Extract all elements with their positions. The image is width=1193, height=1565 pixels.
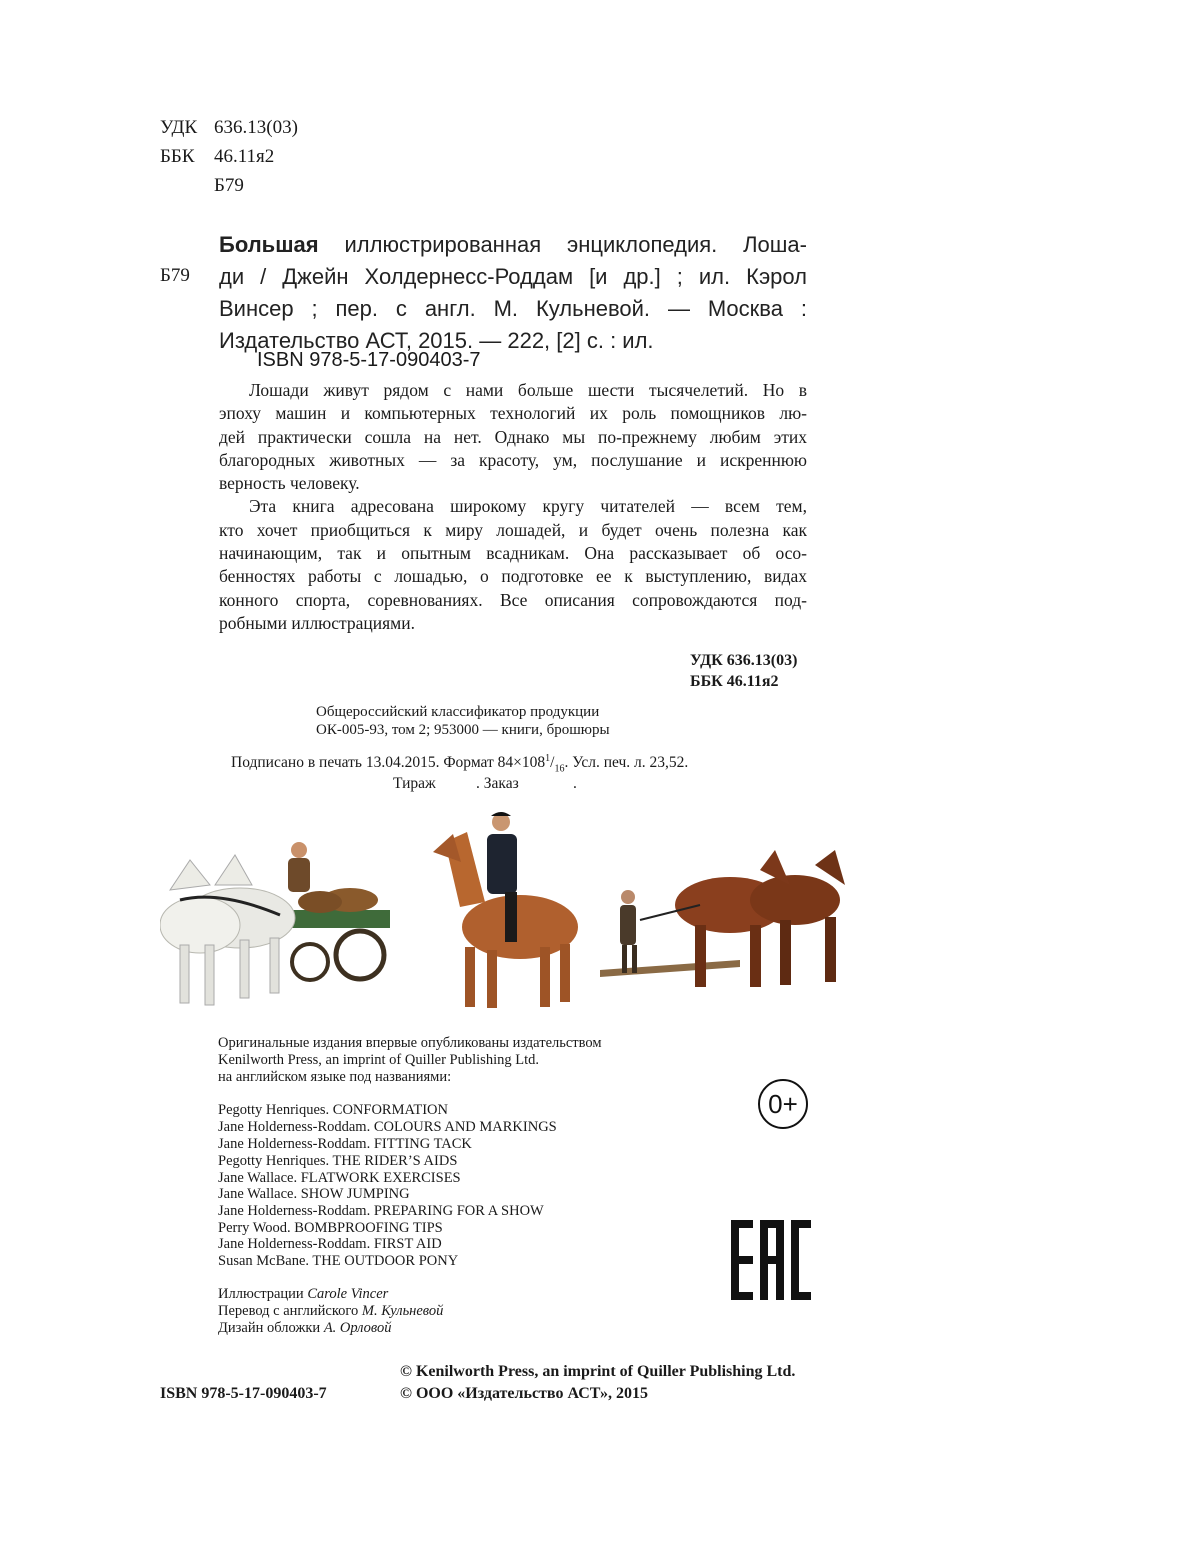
- ploughman: [620, 905, 636, 945]
- classifier-line-2: ОК-005-93, том 2; 953000 — книги, брошюры: [316, 722, 610, 738]
- credit-illustrations: Иллюстрации Carole Vincer: [218, 1286, 389, 1302]
- udk-header: [160, 113, 298, 142]
- horse-leg: [487, 950, 497, 1008]
- bbk-index-right: ББК 46.11я2: [690, 673, 779, 690]
- horse-leg: [240, 940, 249, 998]
- print-signed: Подписано в печать 13.04.2015. Формат $84\times 108^1/_{16}$. Усл. печ. л. 23,52.: [231, 753, 689, 775]
- bib-line-3: Винсер ; пер. с англ. М. Кульневой. — Москва :: [219, 296, 807, 321]
- original-title: Jane Holderness-Roddam. FITTING TACK: [218, 1136, 472, 1152]
- print-end-dot: .: [573, 775, 577, 792]
- illustration-draught-horses-cart: [160, 830, 400, 1020]
- cart-bed: [280, 910, 390, 928]
- annot-p1-line: Лошади живут рядом с нами больше шести тысячелетий. Но в: [249, 380, 807, 400]
- horse-leg: [270, 938, 279, 993]
- horse-leg: [695, 925, 706, 987]
- ploughman-head: [621, 890, 635, 904]
- annot-p2-line: начинающим, так и опытным всадникам. Она рассказывает об осо-: [219, 543, 807, 564]
- copyright-publisher-original: © Kenilworth Press, an imprint of Quiller Publishing Ltd.: [400, 1363, 796, 1380]
- driver-head: [291, 842, 307, 858]
- original-title: Jane Holderness-Roddam. FIRST AID: [218, 1236, 442, 1252]
- illustration-horses-plough: [600, 845, 855, 1010]
- footer-isbn: ISBN 978-5-17-090403-7: [160, 1385, 327, 1402]
- original-title: Jane Holderness-Roddam. PREPARING FOR A SHOW: [218, 1203, 544, 1219]
- annot-p1-line: верность человеку.: [219, 473, 360, 494]
- horse-leg: [465, 947, 475, 1007]
- annot-p2-line: конного спорта, соревнованиях. Все описания сопровождаются под-: [219, 589, 807, 610]
- original-intro-line: Kenilworth Press, an imprint of Quiller Publishing Ltd.: [218, 1052, 539, 1068]
- annotation: [219, 379, 807, 635]
- rider-hat: [491, 812, 511, 816]
- age-rating-badge: 0+: [758, 1079, 808, 1129]
- isbn-main: ISBN 978-5-17-090403-7: [257, 349, 481, 371]
- udk-label: УДК: [160, 117, 198, 138]
- rider-jacket: [487, 834, 517, 894]
- harrow: [600, 960, 740, 977]
- horse-leg: [540, 947, 550, 1007]
- annot-p2-line: Эта книга адресована широкому кругу читателей — всем тем,: [249, 496, 807, 517]
- horse-leg: [825, 917, 836, 982]
- classifier-line-1: Общероссийский классификатор продукции: [316, 704, 600, 720]
- annot-p1-line: благородных животных — за красоту, ум, послушание и искреннюю: [219, 449, 807, 470]
- driver: [288, 858, 310, 892]
- bibliographic-description: [219, 229, 807, 357]
- original-title: Susan McBane. THE OUTDOOR PONY: [218, 1253, 459, 1269]
- copyright-publisher-ast: © ООО «Издательство АСТ», 2015: [400, 1385, 649, 1402]
- original-title: Perry Wood. BOMBPROOFING TIPS: [218, 1220, 443, 1236]
- original-title: Jane Holderness-Roddam. COLOURS AND MARKINGS: [218, 1119, 557, 1135]
- rider-boot: [505, 892, 517, 942]
- horse-head: [215, 855, 252, 885]
- bbk-label: ББК: [160, 146, 195, 167]
- annot-p1-line: дей практически сошла на нет. Однако мы по-прежнему любим этих: [219, 426, 807, 447]
- annot-p2-line: кто хочет приобщиться к миру лошадей, и будет очень полезна как: [219, 519, 807, 540]
- annot-p2-line: робными иллюстрациями.: [219, 612, 415, 633]
- horse-leg: [180, 945, 189, 1003]
- horse-leg: [205, 945, 214, 1005]
- ploughman-leg: [632, 945, 637, 973]
- horse-head: [170, 860, 210, 890]
- bib-line-4: Издательство АСТ, 2015. — 222, [2] с. : ил.: [219, 328, 654, 353]
- cart-wheel-front: [292, 944, 328, 980]
- original-intro-line: Оригинальные издания впервые опубликованы издательством: [218, 1035, 602, 1051]
- print-run-label: Тираж: [393, 775, 436, 792]
- udk-index-right: УДК 636.13(03): [690, 652, 798, 669]
- author-mark: Б79: [214, 175, 244, 196]
- side-author-mark: Б79: [160, 265, 190, 286]
- original-title: Pegotty Henriques. THE RIDER’S AIDS: [218, 1153, 458, 1169]
- original-title: Jane Wallace. SHOW JUMPING: [218, 1186, 410, 1202]
- ploughman-leg: [622, 945, 627, 973]
- white-horse-body: [160, 897, 240, 953]
- annot-p1-line: эпоху машин и компьютерных технологий их роль помощников лю-: [219, 403, 807, 424]
- bib-line-1: Большая иллюстрированная энциклопедия. Лоша-: [219, 232, 807, 257]
- barrels: [298, 891, 342, 913]
- bbk-header: [160, 142, 274, 171]
- annot-p2-line: бенностях работы с лошадью, о подготовке ее к выступлению, видах: [219, 566, 807, 587]
- print-order-label: . Заказ: [476, 775, 519, 792]
- bbk-value: 46.11я2: [214, 146, 275, 167]
- eac-mark-icon: [731, 1220, 811, 1300]
- horse-leg: [560, 944, 570, 1002]
- horse-leg: [750, 925, 761, 987]
- original-title: Pegotty Henriques. CONFORMATION: [218, 1102, 448, 1118]
- cart-wheel-back: [336, 931, 384, 979]
- original-title: Jane Wallace. FLATWORK EXERCISES: [218, 1170, 461, 1186]
- illustration-rider-on-horse: [425, 812, 585, 1017]
- credit-translation: Перевод с английского М. Кульневой: [218, 1303, 444, 1319]
- original-intro-line: на английском языке под названиями:: [218, 1069, 452, 1085]
- udk-value: 636.13(03): [214, 117, 298, 138]
- bib-line-2: ди / Джейн Холдернесс-Роддам [и др.] ; ил. Кэрол: [219, 264, 807, 289]
- horse-leg: [780, 920, 791, 985]
- credit-cover-design: Дизайн обложки А. Орловой: [218, 1320, 392, 1336]
- title-bold: Большая: [219, 232, 319, 257]
